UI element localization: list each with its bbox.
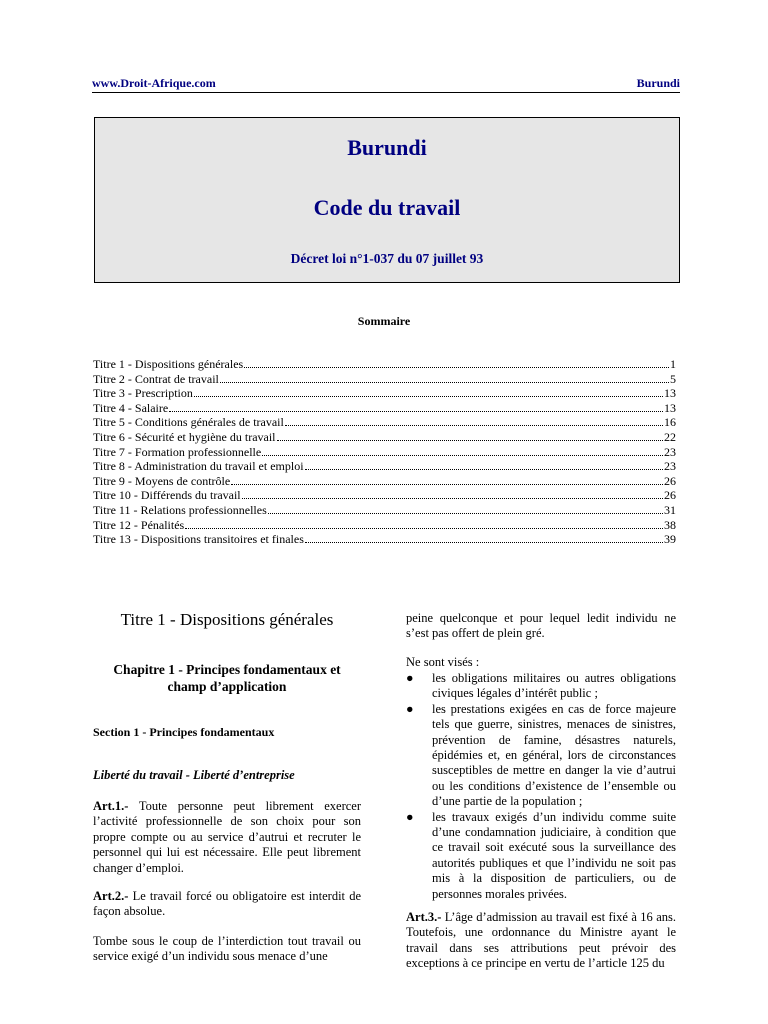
toc-item[interactable] [93,401,676,416]
list-item [406,702,676,810]
toc-leader-dots [305,460,663,470]
toc-item-page: 13 [664,386,676,401]
toc-leader-dots [277,431,663,441]
toc-item-page: 22 [664,429,676,444]
article-2-text: Le travail forcé ou obligatoire est interdit de façon absolue. [93,889,361,919]
toc-item-label: Titre 8 - Administration du travail et emploi [93,459,304,474]
article-1-label: Art.1.- [93,799,129,813]
table-of-contents [93,357,676,547]
toc-leader-dots [244,358,669,368]
toc-item[interactable] [93,357,676,372]
paragraph-peine: peine quelconque et pour lequel ledit individu ne s’est pas offert de plein gré. [406,611,676,641]
toc-leader-dots [242,489,663,499]
toc-item-label: Titre 12 - Pénalités [93,517,185,532]
toc-item-label: Titre 6 - Sécurité et hygiène du travail [93,429,276,444]
bullet-icon: ● [406,671,414,685]
subsection-heading: Liberté du travail - Liberté d’entreprise [93,768,295,782]
header-site-link[interactable]: www.Droit-Afrique.com [92,76,216,90]
toc-item-page: 39 [664,532,676,547]
toc-item-page: 13 [664,400,676,415]
toc-leader-dots [220,373,669,383]
toc-item-page: 5 [670,371,676,386]
toc-item-page: 23 [664,459,676,474]
toc-item[interactable] [93,532,676,547]
paragraph-tombe: Tombe sous le coup de l’interdiction tout travail ou service exigé d’un individu sous menace d’une [93,934,361,964]
toc-item-label: Titre 1 - Dispositions générales [93,357,244,371]
toc-leader-dots [262,446,663,456]
toc-item[interactable] [93,503,676,518]
toc-item-label: Titre 5 - Conditions générales de travail [93,415,284,430]
toc-item-label: Titre 7 - Formation professionnelle [93,444,262,459]
toc-leader-dots [231,475,663,485]
toc-item[interactable] [93,474,676,489]
toc-item[interactable] [93,459,676,474]
header-rule [92,92,680,93]
decree-reference: Décret loi n°1-037 du 07 juillet 93 [290,251,484,266]
toc-leader-dots [185,519,663,529]
sommaire-heading: Sommaire [357,314,411,328]
toc-item-page: 26 [664,488,676,503]
document-title: Code du travail [313,195,461,220]
toc-item[interactable] [93,386,676,401]
toc-item-label: Titre 11 - Relations professionnelles [93,502,267,517]
toc-leader-dots [194,387,663,397]
toc-leader-dots [268,504,663,514]
ne-sont-vises: Ne sont visés : [406,655,480,669]
toc-leader-dots [305,533,663,543]
article-2-label: Art.2.- [93,889,129,903]
title-country: Burundi [347,135,427,160]
toc-item-label: Titre 10 - Différends du travail [93,488,241,503]
header-country: Burundi [636,76,680,90]
toc-item[interactable] [93,445,676,460]
article-2 [93,889,361,920]
list-item-text: les travaux exigés d’un individu comme suite d’une condamnation judiciaire, à condition que ce travail soit exécuté sous la surveillance des autorités publiques et que l’individu ne soit pas mis à la disposition de particuliers, ou de personnes morales privées. [432,809,676,901]
toc-leader-dots [169,402,663,412]
list-item [406,810,676,902]
titre-heading: Titre 1 - Dispositions générales [120,610,334,629]
toc-item-label: Titre 3 - Prescription [93,386,193,401]
toc-item-label: Titre 13 - Dispositions transitoires et finales [93,532,304,547]
article-3 [406,910,676,972]
toc-item-label: Titre 9 - Moyens de contrôle [93,473,231,488]
toc-item[interactable] [93,430,676,445]
article-1 [93,799,361,876]
toc-item-page: 1 [670,357,676,371]
bullet-icon: ● [406,701,414,716]
list-item-text: les obligations militaires ou autres obligations civiques légales d’intérêt public ; [432,671,676,701]
section-heading: Section 1 - Principes fondamentaux [93,725,275,739]
article-3-label: Art.3.- [406,910,442,924]
toc-item-page: 38 [664,517,676,532]
exclusions-list [406,671,676,902]
toc-item-page: 26 [664,473,676,488]
toc-item[interactable] [93,415,676,430]
list-item [406,671,676,702]
article-1-text: Toute personne peut librement exercer l’activité professionnelle de son choix pour son propre compte ou au service d’autrui et recruter le personnel qui lui est nécessaire. Elle peut librement changer d’emploi. [93,799,361,875]
toc-leader-dots [285,416,663,426]
bullet-icon: ● [406,809,414,824]
toc-item-page: 23 [664,444,676,459]
title-box [94,117,680,283]
toc-item-label: Titre 4 - Salaire [93,400,169,415]
chapter-heading: Chapitre 1 - Principes fondamentaux et champ d’application [113,662,341,694]
toc-item[interactable] [93,372,676,387]
toc-item[interactable] [93,518,676,533]
toc-item-page: 31 [664,502,676,517]
toc-item[interactable] [93,488,676,503]
toc-item-label: Titre 2 - Contrat de travail [93,371,219,386]
list-item-text: les prestations exigées en cas de force majeure tels que guerre, sinistres, menaces de sinistres, prévention de famine, désastres naturels, épidémies et, en général, lors de circonstances susceptibles de mettre en danger la vie d’autrui ou les conditions d’existence de l’ensemble ou d’une partie de la population ; [432,701,676,809]
toc-item-page: 16 [664,415,676,430]
article-3-text: L’âge d’admission au travail est fixé à 16 ans. Toutefois, une ordonnance du Ministre ayant le travail dans ses attributions peut prévoir des exceptions à ce principe en vertu de l’article 125 du [406,910,676,971]
